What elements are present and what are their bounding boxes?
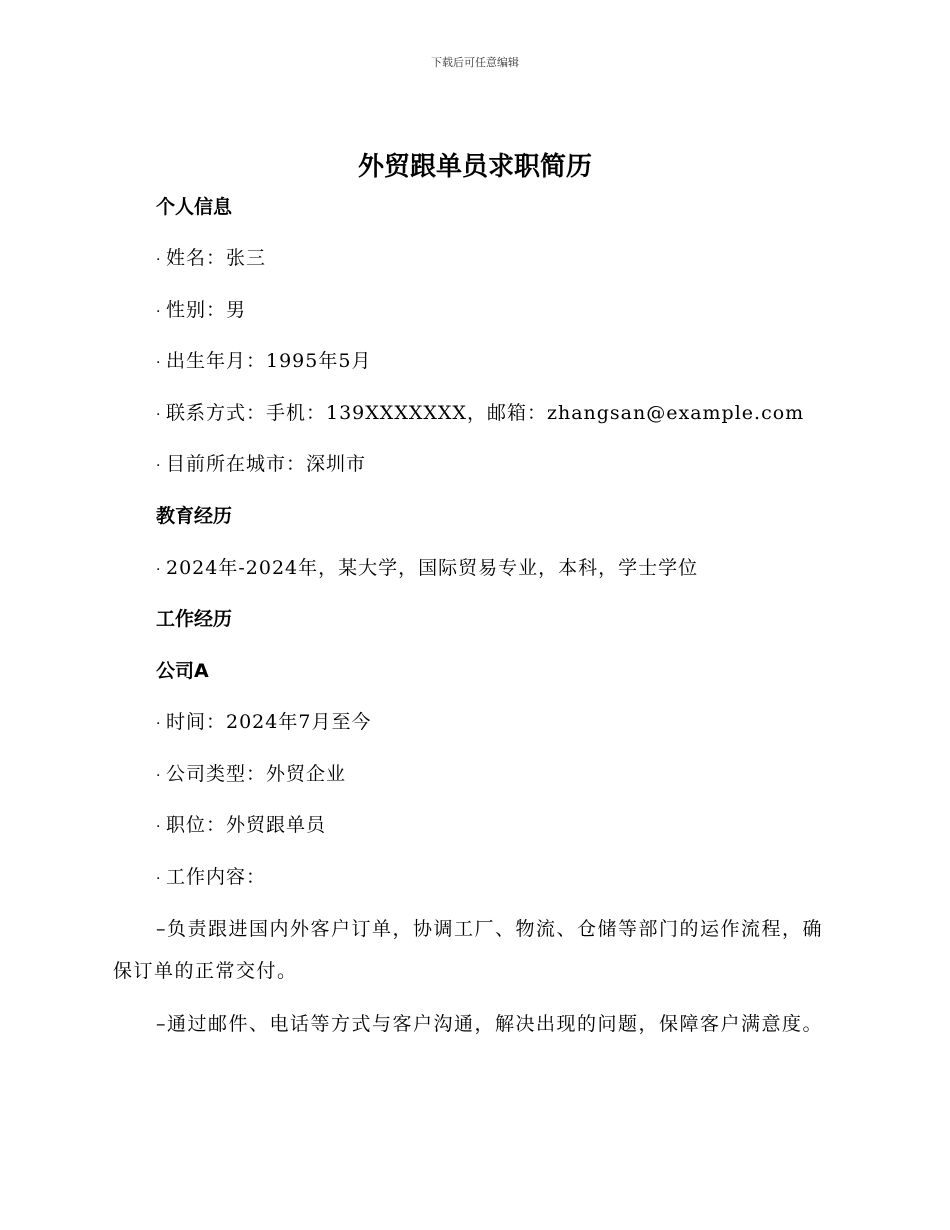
personal-item-name	[156, 245, 266, 273]
bullet: ·	[156, 716, 162, 732]
personal-item-gender	[156, 297, 246, 325]
personal-item-city	[156, 451, 366, 479]
item-text: 时间：2024年7月至今	[166, 711, 372, 733]
item-text: 公司类型：外贸企业	[166, 763, 347, 785]
item-text: 目前所在城市：深圳市	[166, 453, 367, 475]
bullet: ·	[156, 562, 162, 578]
section-heading-education: 教育经历	[156, 505, 233, 527]
duty-paragraph-1: –负责跟进国内外客户订单，协调工厂、物流、仓储等部门的运作流程，确保订单的正常交付。	[113, 918, 824, 982]
bullet: ·	[156, 871, 162, 887]
work-item-time	[156, 709, 371, 737]
bullet: ·	[156, 304, 162, 320]
company-name: 公司A	[156, 660, 209, 682]
item-text: 联系方式：手机：139XXXXXXX，邮箱：zhangsan@example.com	[166, 402, 805, 424]
education-item	[156, 555, 698, 583]
personal-item-contact	[156, 400, 804, 428]
bullet: ·	[156, 768, 162, 784]
bullet: ·	[156, 407, 162, 423]
bullet: ·	[156, 252, 162, 268]
personal-item-birth	[156, 348, 371, 376]
item-text: 职位：外贸跟单员	[166, 814, 327, 836]
section-heading-work: 工作经历	[156, 608, 233, 630]
item-text: 工作内容：	[166, 866, 267, 888]
section-heading-personal: 个人信息	[156, 196, 233, 218]
header-note: 下载后可任意编辑	[431, 56, 519, 69]
page-title: 外贸跟单员求职简历	[357, 152, 592, 182]
item-text: 出生年月：1995年5月	[166, 350, 372, 372]
work-item-company-type	[156, 761, 346, 789]
item-text: 2024年-2024年，某大学，国际贸易专业，本科，学士学位	[166, 557, 699, 579]
bullet: ·	[156, 458, 162, 474]
work-item-position	[156, 812, 326, 840]
item-text: 姓名：张三	[166, 247, 267, 269]
bullet: ·	[156, 819, 162, 835]
item-text: 性别：男	[166, 299, 247, 321]
work-item-content	[156, 864, 266, 892]
duty-paragraph-2: –通过邮件、电话等方式与客户沟通，解决出现的问题，保障客户满意度。	[156, 1013, 824, 1035]
bullet: ·	[156, 355, 162, 371]
